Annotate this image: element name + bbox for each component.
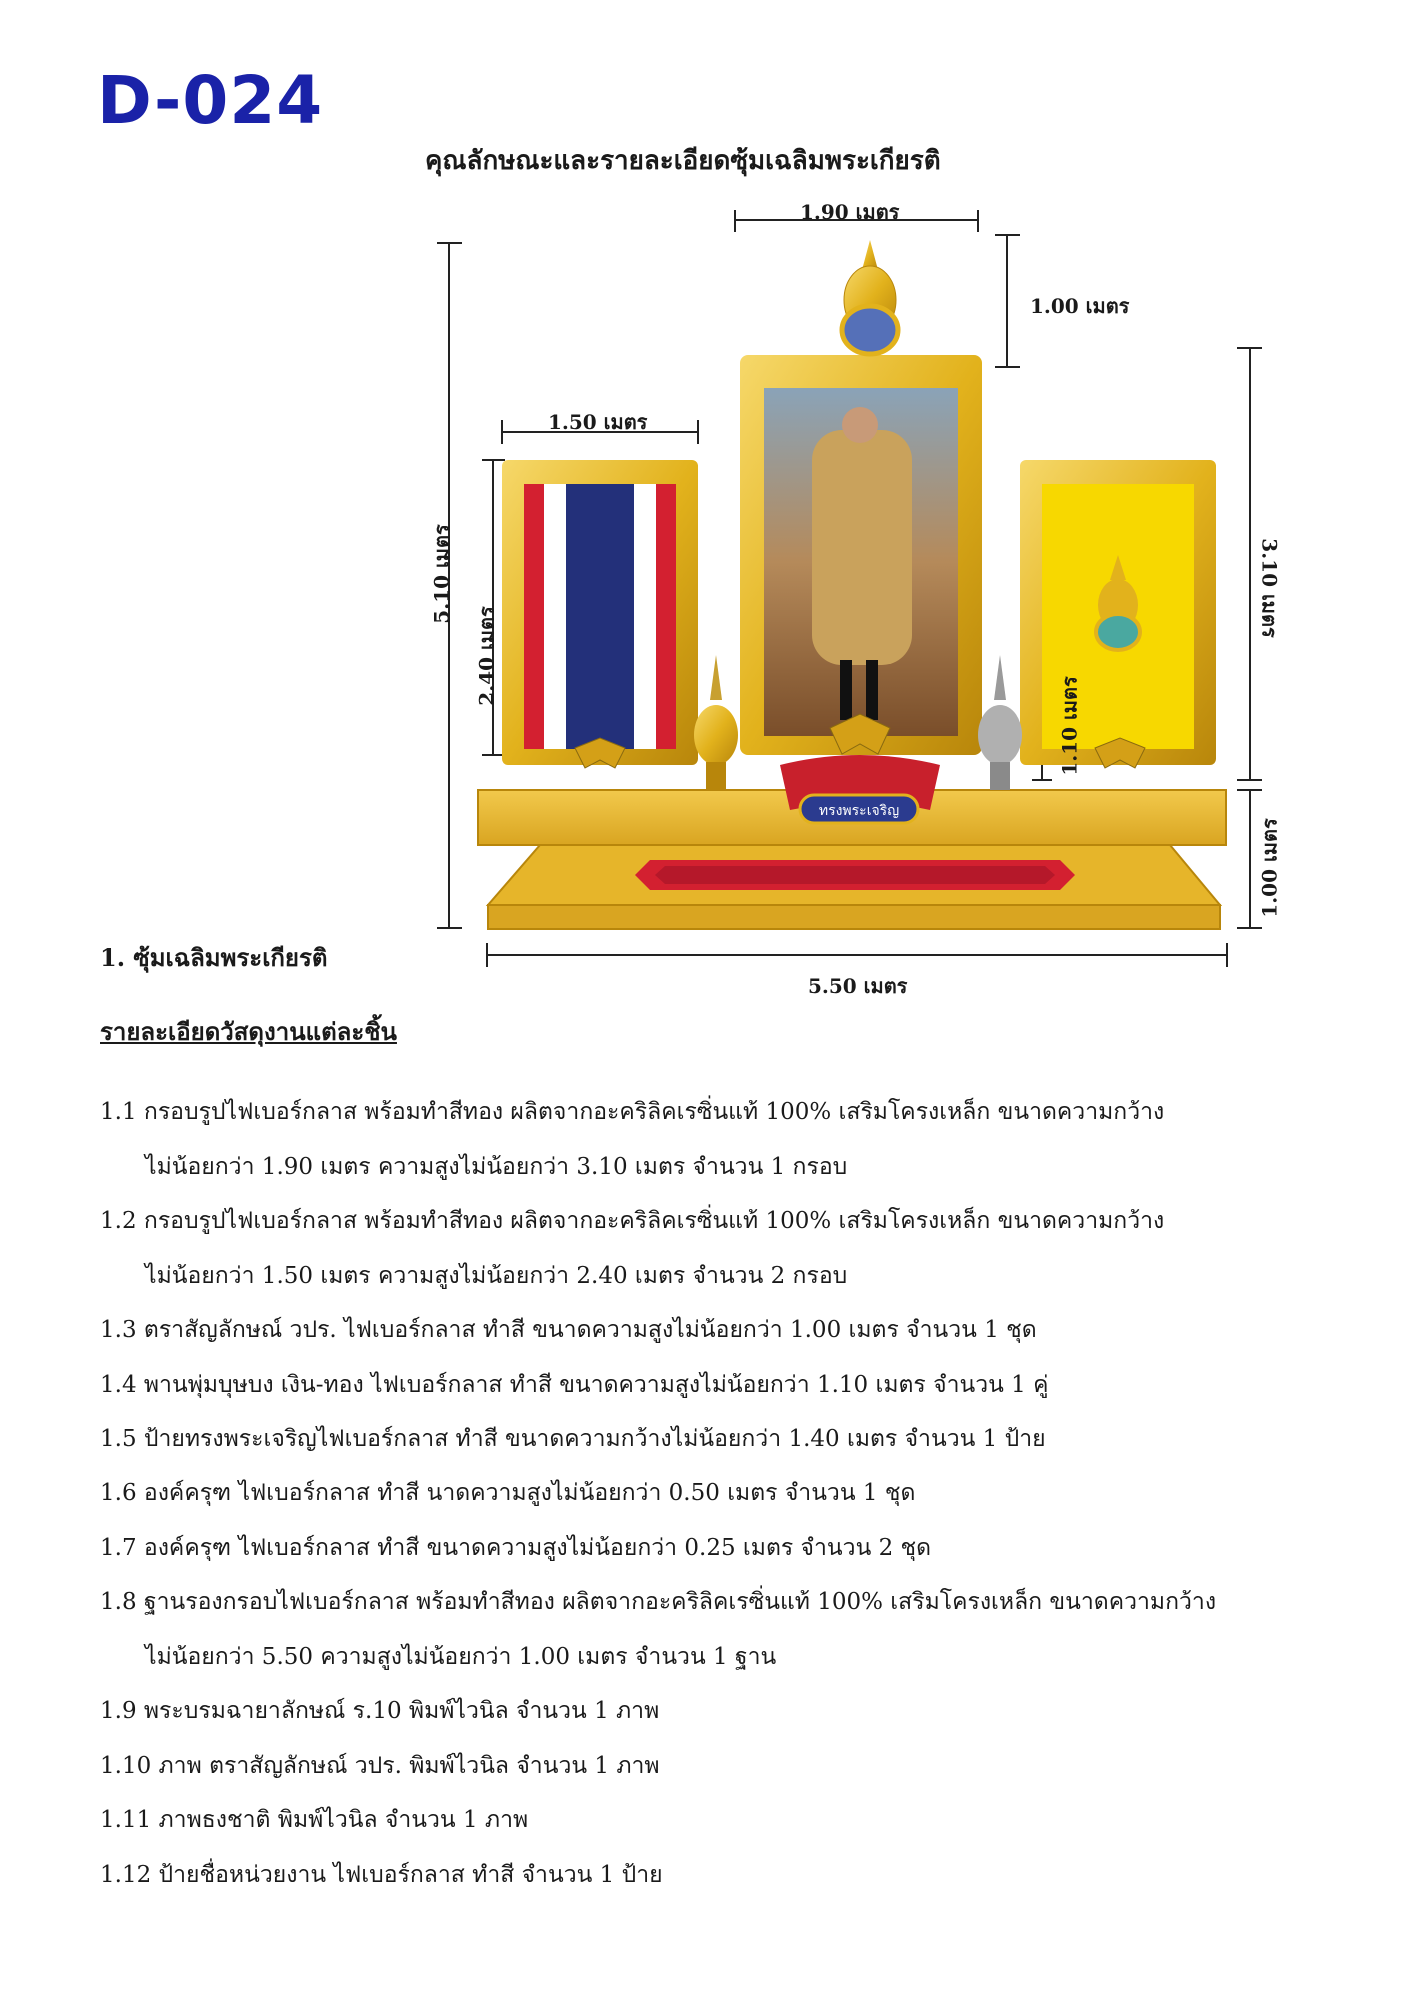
product-code: D-024	[97, 62, 324, 139]
list-item: 1.6 องค์ครุฑ ไฟเบอร์กลาส ทำสี นาดความสูงไม่น้อยกว่า 0.50 เมตร จำนวน 1 ชุด	[100, 1480, 916, 1506]
left-flag-frame	[502, 460, 698, 765]
phan-left	[694, 655, 738, 790]
phan-right	[978, 655, 1022, 790]
list-item-cont: ไม่น้อยกว่า 1.50 เมตร ความสูงไม่น้อยกว่า 2.40 เมตร จำนวน 2 กรอบ	[145, 1263, 848, 1289]
dim-top-width: 1.90 เมตร	[800, 200, 900, 224]
document-title: คุณลักษณะและรายละเอียดซุ้มเฉลิมพระเกียรติ	[425, 146, 941, 176]
list-item-cont: ไม่น้อยกว่า 1.90 เมตร ความสูงไม่น้อยกว่า 3.10 เมตร จำนวน 1 กรอบ	[145, 1154, 848, 1180]
list-item: 1.9 พระบรมฉายาลักษณ์ ร.10 พิมพ์ไวนิล จำนวน 1 ภาพ	[100, 1698, 660, 1724]
list-item: 1.1 กรอบรูปไฟเบอร์กลาส พร้อมทำสีทอง ผลิตจากอะคริลิคเรซิ่นแท้ 100% เสริมโครงเหล็ก ขนาดความกว้าง	[100, 1099, 1165, 1125]
dim-total-height: 5.10 เมตร	[429, 524, 454, 624]
royal-emblem	[842, 240, 898, 354]
list-item: 1.12 ป้ายชื่อหน่วยงาน ไฟเบอร์กลาส ทำสี จำนวน 1 ป้าย	[100, 1862, 663, 1888]
dim-base-width: 5.50 เมตร	[808, 974, 908, 998]
dim-base-height: 1.00 เมตร	[1257, 818, 1282, 918]
dim-phan-height: 1.10 เมตร	[1057, 676, 1082, 776]
dim-side-height: 2.40 เมตร	[474, 606, 499, 706]
list-item: 1.11 ภาพธงชาติ พิมพ์ไวนิล จำนวน 1 ภาพ	[100, 1807, 529, 1833]
dim-center-height: 3.10 เมตร	[1257, 538, 1282, 638]
sign-text: ทรงพระเจริญ	[818, 803, 900, 819]
dim-emblem-height: 1.00 เมตร	[1030, 294, 1130, 318]
list-item: 1.2 กรอบรูปไฟเบอร์กลาส พร้อมทำสีทอง ผลิตจากอะคริลิคเรซิ่นแท้ 100% เสริมโครงเหล็ก ขนาดความกว้าง	[100, 1208, 1165, 1234]
right-yellow-frame	[1020, 460, 1216, 765]
list-item-cont: ไม่น้อยกว่า 5.50 ความสูงไม่น้อยกว่า 1.00 เมตร จำนวน 1 ฐาน	[145, 1644, 777, 1670]
list-item: 1.7 องค์ครุฑ ไฟเบอร์กลาส ทำสี ขนาดความสูงไม่น้อยกว่า 0.25 เมตร จำนวน 2 ชุด	[100, 1535, 932, 1561]
list-item: 1.8 ฐานรองกรอบไฟเบอร์กลาส พร้อมทำสีทอง ผลิตจากอะคริลิคเรซิ่นแท้ 100% เสริมโครงเหล็ก ขนาดความกว้าง	[100, 1589, 1217, 1615]
dim-side-width: 1.50 เมตร	[548, 410, 648, 434]
list-item: 1.10 ภาพ ตราสัญลักษณ์ วปร. พิมพ์ไวนิล จำนวน 1 ภาพ	[100, 1753, 660, 1779]
section-title: 1. ซุ้มเฉลิมพระเกียรติ	[100, 943, 328, 972]
center-portrait-frame	[740, 355, 982, 755]
list-item: 1.4 พานพุ่มบุษบง เงิน-ทอง ไฟเบอร์กลาส ทำสี ขนาดความสูงไม่น้อยกว่า 1.10 เมตร จำนวน 1 คู่	[100, 1372, 1049, 1398]
list-item: 1.3 ตราสัญลักษณ์ วปร. ไฟเบอร์กลาส ทำสี ขนาดความสูงไม่น้อยกว่า 1.00 เมตร จำนวน 1 ชุด	[100, 1317, 1037, 1343]
materials-subtitle: รายละเอียดวัสดุงานแต่ละชิ้น	[100, 1017, 397, 1046]
list-item: 1.5 ป้ายทรงพระเจริญไฟเบอร์กลาส ทำสี ขนาดความกว้างไม่น้อยกว่า 1.40 เมตร จำนวน 1 ป้าย	[100, 1426, 1046, 1452]
